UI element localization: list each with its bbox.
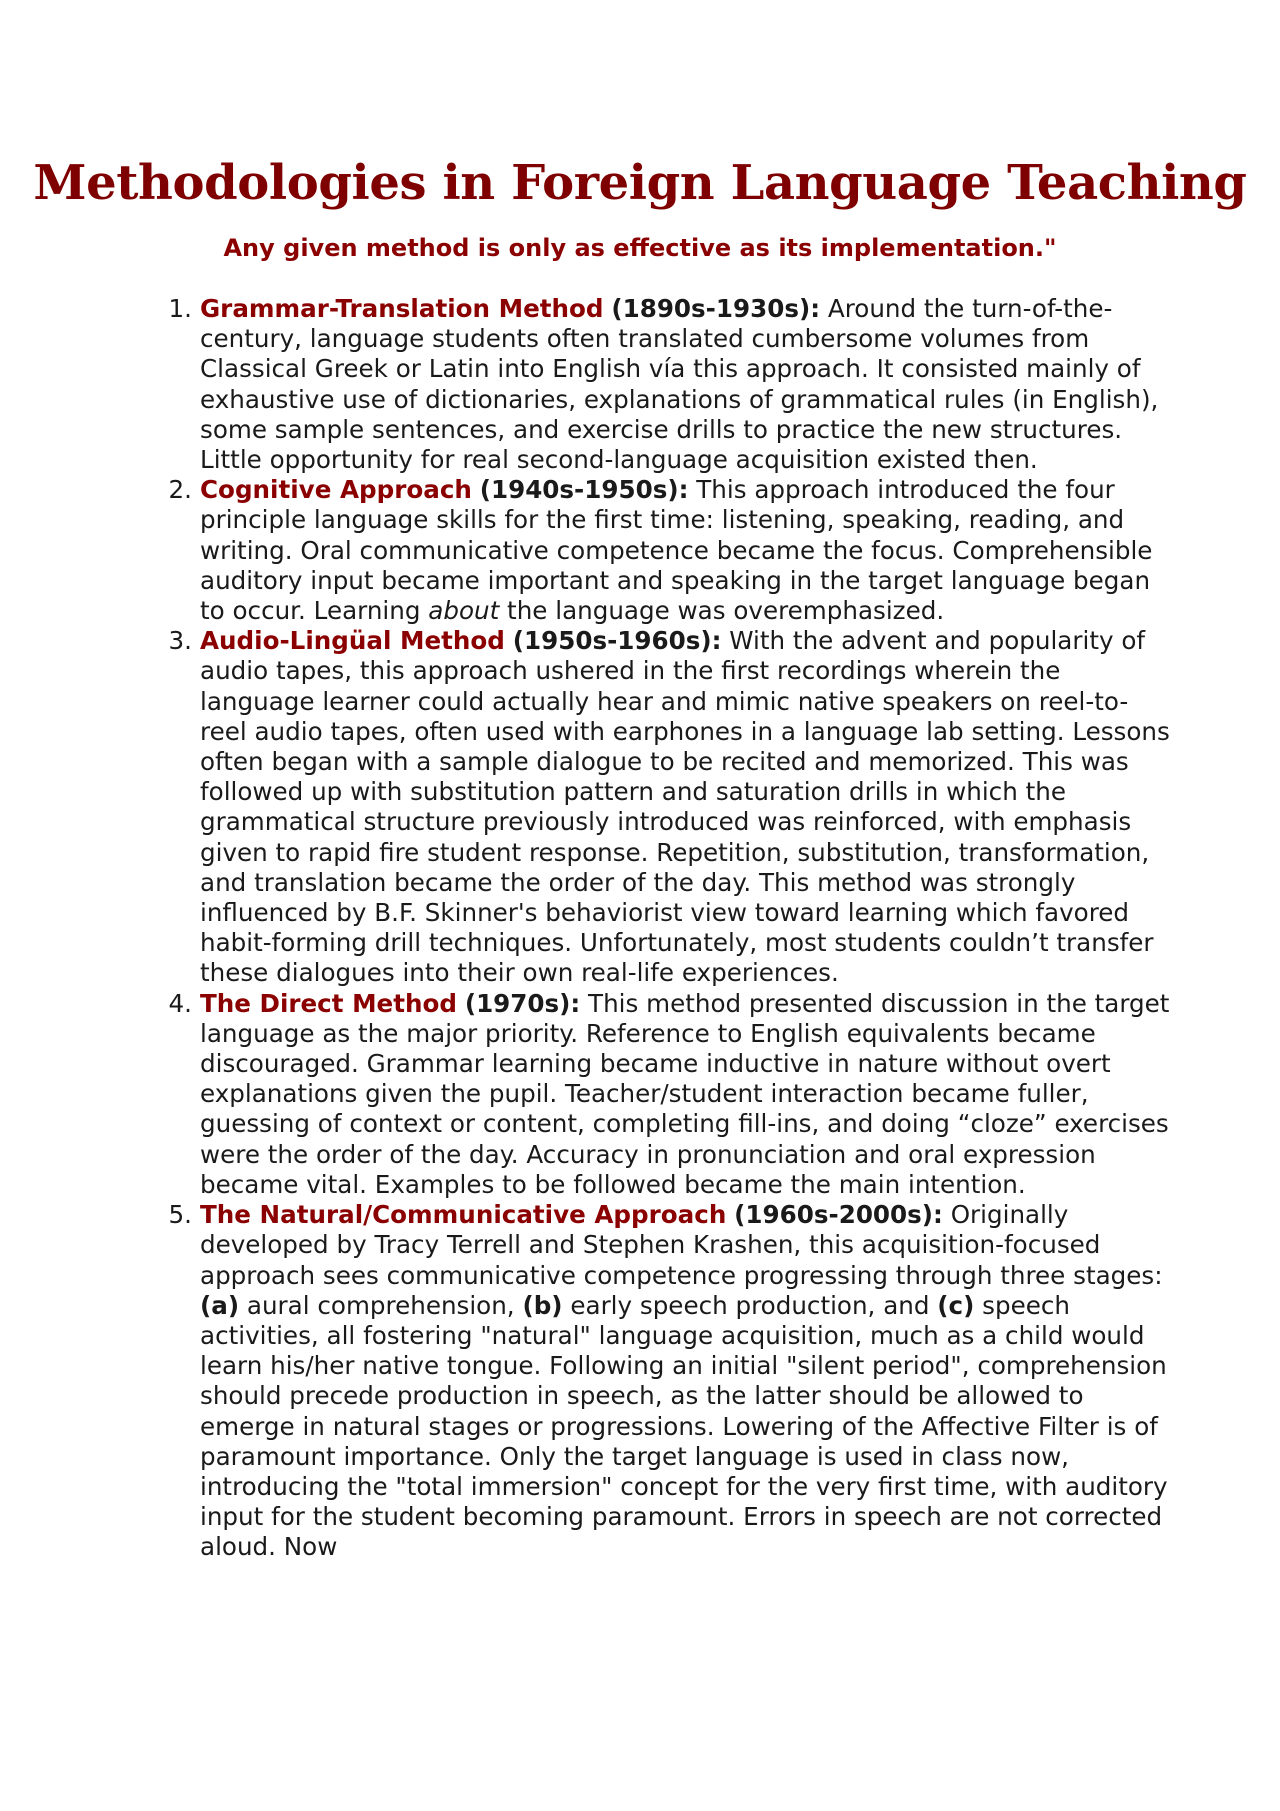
item-number: 2. <box>168 475 192 505</box>
method-name: The Natural/Communicative Approach <box>200 1200 727 1230</box>
stage-label-b: (b) <box>522 1290 563 1320</box>
stage-label-a: (a) <box>200 1290 240 1320</box>
item-number: 3. <box>168 626 192 656</box>
method-description-cont: speech activities, all fostering "natural" language acquisition, much as a child would learn his/her native tongue. Following an initial "silent period", comprehension should precede production in speech, as the latter should be allowed to emerge in natural stages or progressions. Lowering of the Affective Filter is of paramount importance. Only the target language is used in class now, introducing the "total immersion" concept for the very first time, with auditory input for the student becoming paramount. Errors in speech are not corrected aloud. Now <box>200 1290 1168 1562</box>
method-description: Originally developed by Tracy Terrell and Stephen Krashen, this acquisition-focused approach sees communicative competence progressing through three stages: <box>200 1200 1163 1290</box>
method-item-cognitive <box>168 475 1170 626</box>
method-description: With the advent and popularity of audio tapes, this approach ushered in the first recordings wherein the language learner could actually hear and mimic native speakers on reel-to-reel audio tapes, often used with earphones in a language lab setting. Lessons often began with a sample dialogue to be recited and memorized. This was followed up with substitution pattern and saturation drills in which the grammatical structure previously introduced was reinforced, with emphasis given to rapid fire student response. Repetition, substitution, transformation, and translation became the order of the day. This method was strongly influenced by B.F. Skinner's behaviorist view toward learning which favored habit-forming drill techniques. Unfortunately, most students couldn’t transfer these dialogues into their own real-life experiences. <box>200 626 1170 988</box>
method-item-audio-lingual <box>168 626 1170 988</box>
stage-label-c: (c) <box>937 1290 975 1320</box>
emphasis-word: about <box>428 596 500 626</box>
page-title: Methodologies in Foreign Language Teaching <box>33 155 1247 211</box>
method-description: Around the turn-of-the-century, language students often translated cumbersome volumes from Classical Greek or Latin into English vía this approach. It consisted mainly of exhaustive use of dictionaries, explanations of grammatical rules (in English), some sample sentences, and exercise drills to practice the new structures. Little opportunity for real second-language acquisition existed then. <box>200 294 1159 475</box>
method-description: This method presented discussion in the target language as the major priority. Reference to English equivalents became discouraged. Grammar learning became inductive in nature without overt explanations given the pupil. Teacher/student interaction became fuller, guessing of context or content, completing fill-ins, and doing “cloze” exercises were the order of the day. Accuracy in pronunciation and oral expression became vital. Examples to be followed became the main intention. <box>200 988 1170 1199</box>
item-number: 5. <box>168 1200 192 1230</box>
method-description-cont: aural comprehension, <box>239 1290 523 1320</box>
method-item-direct <box>168 988 1170 1200</box>
method-name: Audio-Lingüal Method <box>200 626 505 656</box>
method-description-cont: early speech production, and <box>562 1290 938 1320</box>
method-description-cont: the language was overemphasized. <box>499 596 945 626</box>
item-number: 1. <box>168 294 192 323</box>
method-item-natural-communicative <box>168 1200 1170 1562</box>
item-number: 4. <box>168 988 192 1018</box>
methods-list <box>168 294 1170 1563</box>
method-period: (1950s-1960s): <box>512 626 722 656</box>
method-item-grammar-translation <box>168 294 1170 475</box>
method-period: (1960s-2000s): <box>734 1200 943 1230</box>
method-name: Grammar-Translation Method <box>200 294 604 323</box>
method-name: Cognitive Approach <box>200 475 472 505</box>
method-period: (1970s): <box>464 988 581 1018</box>
method-period: (1940s-1950s): <box>479 475 689 505</box>
method-name: The Direct Method <box>200 988 457 1018</box>
page-subtitle: Any given method is only as effective as its implementation." <box>223 234 1057 262</box>
method-period: (1890s-1930s): <box>611 294 821 323</box>
method-description: This approach introduced the four principle language skills for the first time: listening, speaking, reading, and writing. Oral communicative competence became the focus. Comprehensible auditory input became important and speaking in the target language began to occur. Learning <box>200 475 1153 626</box>
